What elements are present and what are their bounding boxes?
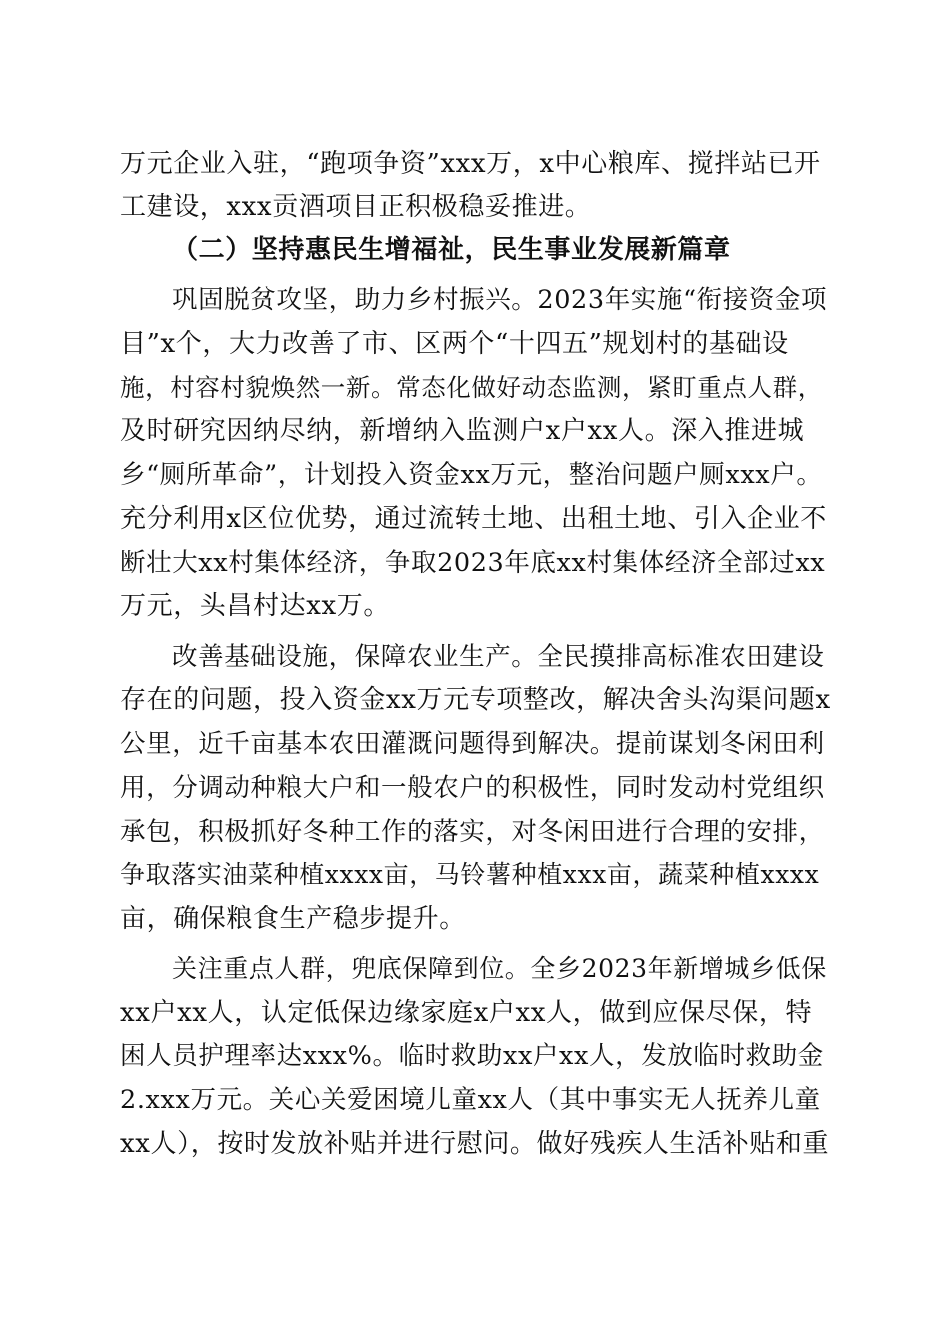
text-line: xx户xx人，认定低保边缘家庭x户xx人，做到应保尽保，特 [120,998,813,1028]
text-line: xx人），按时发放补贴并进行慰问。做好残疾人生活补贴和重 [120,1129,830,1159]
text-line: 用，分调动种粮大户和一般农户的积极性，同时发动村党组织 [120,773,825,803]
text-line: 关注重点人群，兜底保障到位。全乡2023年新增城乡低保 [172,954,827,983]
text-line: 充分利用x区位优势，通过流转土地、出租土地、引入企业不 [120,504,827,534]
text-line: 目”x个，大力改善了市、区两个“十四五”规划村的基础设 [120,329,789,359]
text-line: 万元，头昌村达xx万。 [120,591,390,621]
text-line: 工建设，xxx贡酒项目正积极稳妥推进。 [120,192,592,222]
text-line: 2.xxx万元。关心关爱困境儿童xx人（其中事实无人抚养儿童 [120,1085,821,1115]
text-line: 公里，近千亩基本农田灌溉问题得到解决。提前谋划冬闲田利 [120,729,825,759]
text-line: 万元企业入驻，“跑项争资”xxx万，x中心粮库、搅拌站已开 [120,149,821,179]
section-heading: （二）坚持惠民生增福祉，民生事业发展新篇章 [172,235,731,265]
text-line: 承包，积极抓好冬种工作的落实，对冬闲田进行合理的安排， [120,817,825,847]
text-line: 断壮大xx村集体经济，争取2023年底xx村集体经济全部过xx [120,548,826,578]
text-line: 存在的问题，投入资金xx万元专项整改，解决舍头沟渠问题x [120,685,831,715]
text-line: 亩，确保粮食生产稳步提升。 [120,904,466,934]
text-line: 争取落实油菜种植xxxx亩，马铃薯种植xxx亩，蔬菜种植xxxx [120,860,820,889]
text-line: 施，村容村貌焕然一新。常态化做好动态监测，紧盯重点人群， [120,373,823,402]
text-line: 乡“厕所革命”，计划投入资金xx万元，整治问题户厕xxx户。 [120,460,823,490]
text-line: 巩固脱贫攻坚，助力乡村振兴。2023年实施“衔接资金项 [172,285,828,315]
text-line: 及时研究因纳尽纳，新增纳入监测户x户xx人。深入推进城 [120,416,805,446]
text-line: 改善基础设施，保障农业生产。全民摸排高标准农田建设 [172,642,825,672]
text-line: 困人员护理率达xxx%。临时救助xx户xx人，发放临时救助金 [120,1041,824,1071]
